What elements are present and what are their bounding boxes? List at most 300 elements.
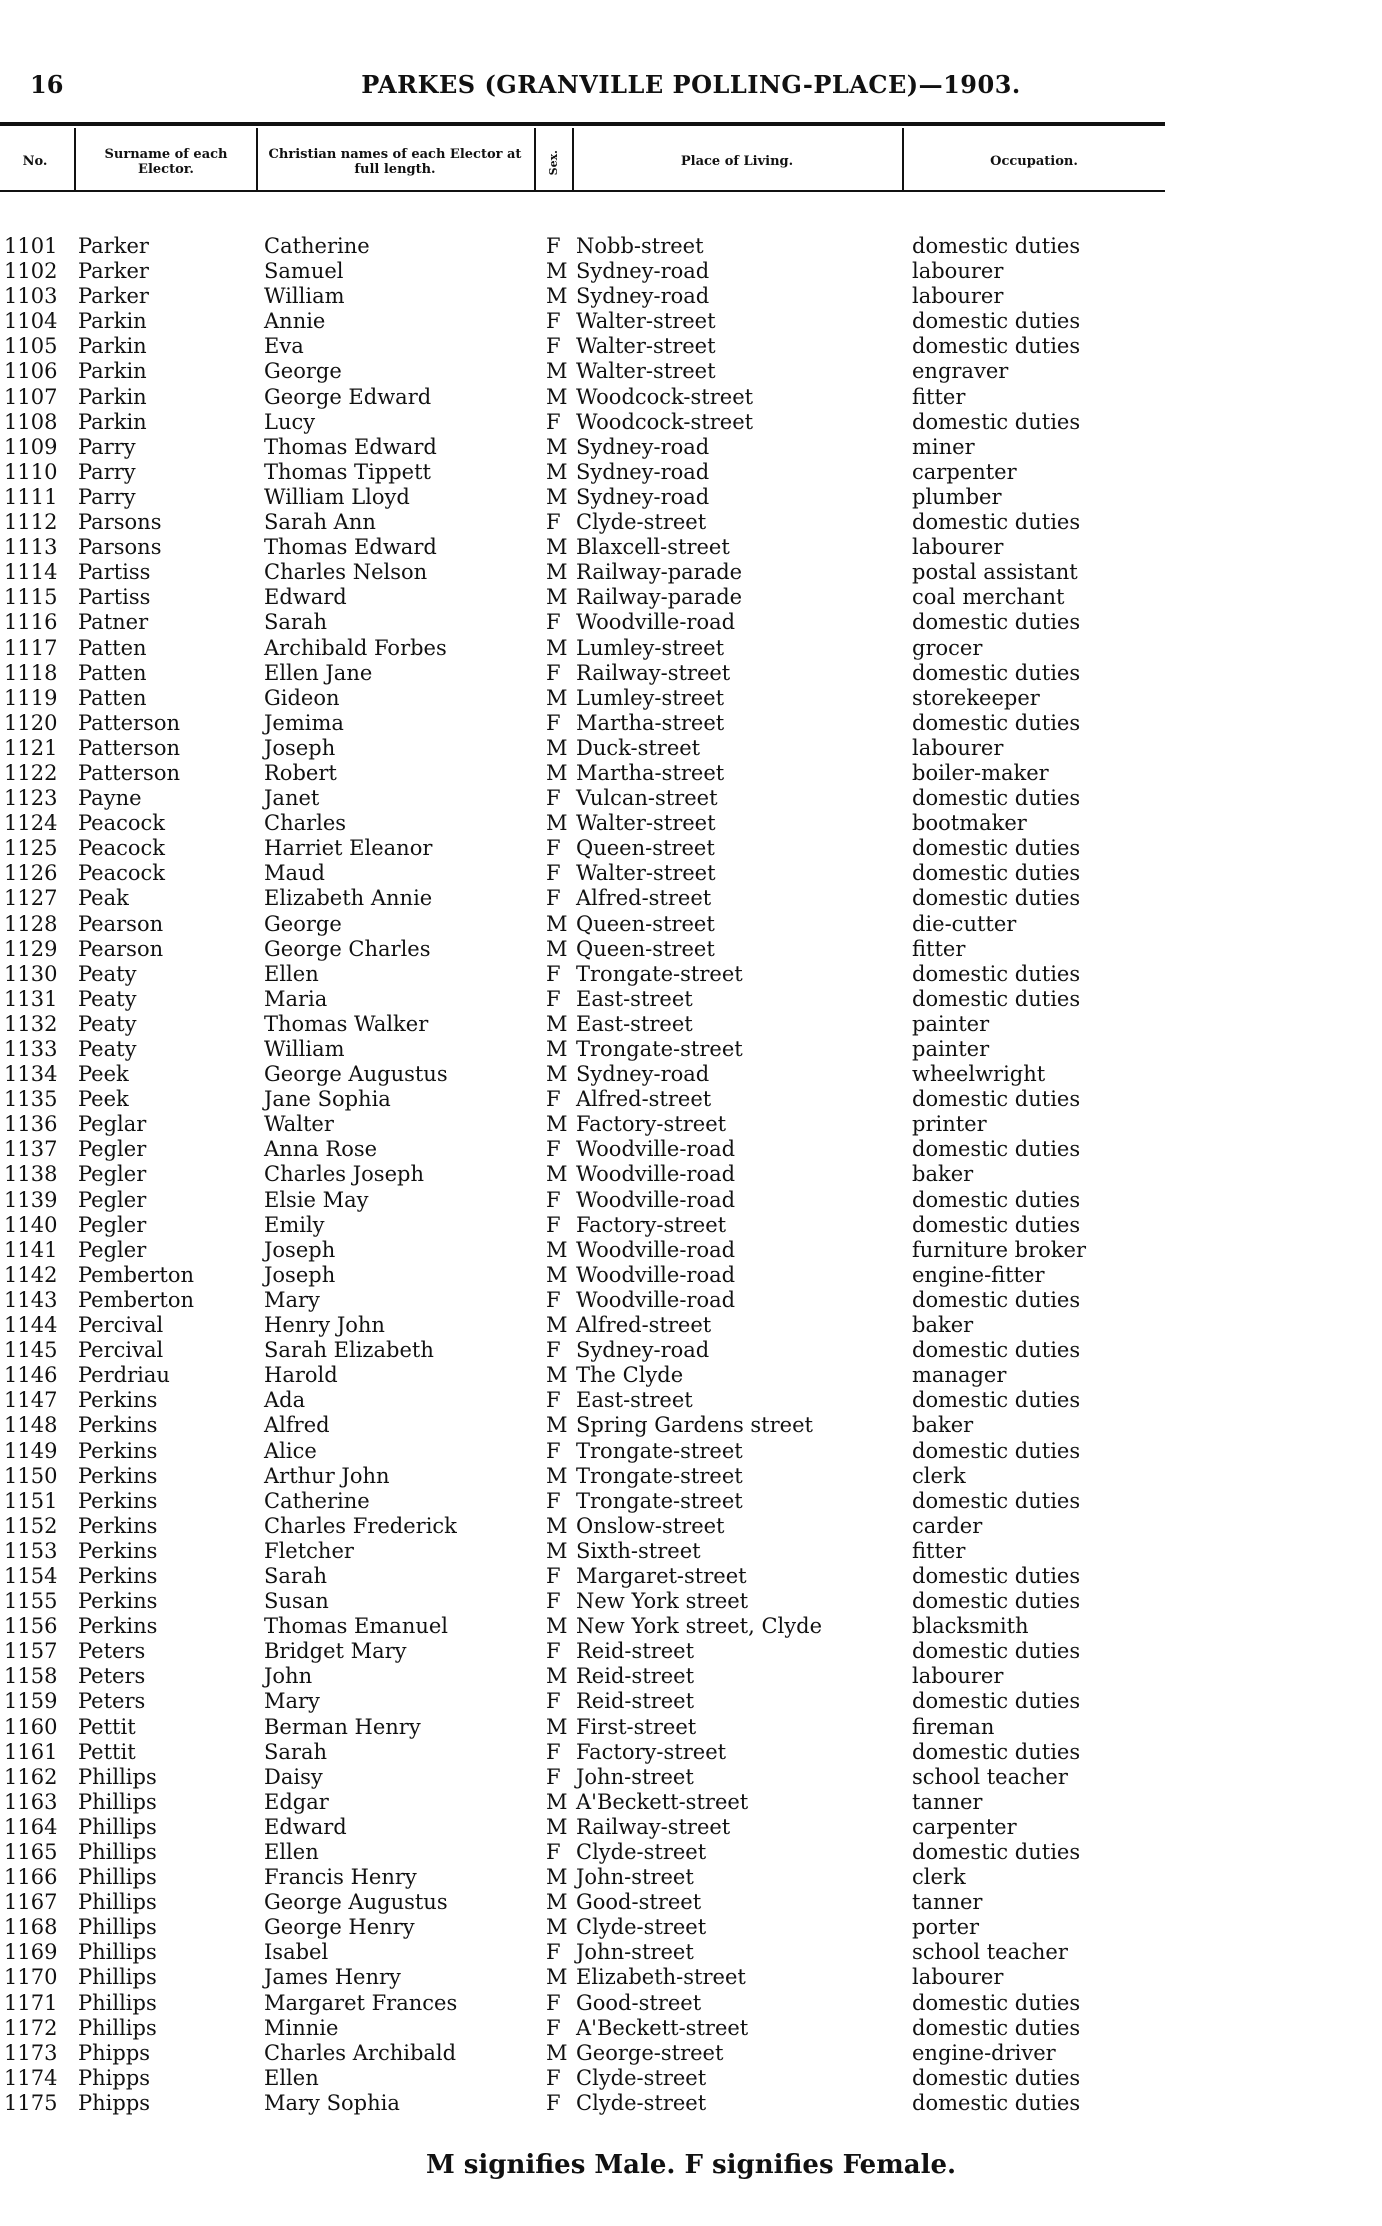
- elector-christian-names: Thomas Emanuel: [264, 1614, 449, 1639]
- elector-place-of-living: Reid-street: [576, 1639, 695, 1664]
- elector-surname: Peacock: [78, 811, 166, 836]
- table-row: [0, 861, 1382, 886]
- elector-number: 1103: [4, 284, 58, 309]
- elector-occupation: carder: [912, 1513, 983, 1538]
- elector-occupation: postal assistant: [912, 560, 1078, 585]
- elector-number: 1105: [4, 334, 58, 359]
- table-row: [0, 2091, 1382, 2116]
- elector-surname: Peglar: [78, 1112, 147, 1137]
- table-row: [0, 1965, 1382, 1990]
- elector-place-of-living: Sydney-road: [576, 484, 710, 509]
- elector-place-of-living: Woodcock-street: [576, 409, 754, 434]
- table-row: [0, 1765, 1382, 1790]
- table-row: [0, 1715, 1382, 1740]
- elector-occupation: domestic duties: [912, 660, 1081, 685]
- elector-christian-names: Gideon: [264, 685, 340, 710]
- elector-christian-names: Anna Rose: [264, 1137, 378, 1162]
- table-row: [0, 1689, 1382, 1714]
- elector-christian-names: Sarah: [264, 610, 327, 635]
- col-sep-1: [74, 128, 76, 190]
- elector-sex: F: [546, 1212, 561, 1237]
- elector-number: 1173: [4, 2040, 58, 2065]
- elector-christian-names: George: [264, 359, 342, 384]
- table-row: [0, 1363, 1382, 1388]
- elector-sex: F: [546, 1739, 561, 1764]
- elector-number: 1138: [4, 1162, 58, 1187]
- elector-sex: F: [546, 1589, 561, 1614]
- elector-place-of-living: East-street: [576, 1388, 693, 1413]
- elector-occupation: domestic duties: [912, 986, 1081, 1011]
- elector-number: 1172: [4, 2015, 58, 2040]
- elector-sex: F: [546, 1137, 561, 1162]
- elector-number: 1161: [4, 1739, 58, 1764]
- elector-christian-names: Thomas Edward: [264, 434, 437, 459]
- elector-surname: Pegler: [78, 1212, 147, 1237]
- elector-sex: F: [546, 510, 561, 535]
- elector-number: 1148: [4, 1413, 58, 1438]
- elector-surname: Phillips: [78, 2015, 157, 2040]
- elector-sex: F: [546, 309, 561, 334]
- col-header-christian: Christian names of each Elector at full length.: [268, 146, 522, 177]
- elector-occupation: domestic duties: [912, 961, 1081, 986]
- elector-christian-names: Janet: [264, 786, 320, 811]
- elector-sex: M: [546, 1037, 568, 1061]
- table-row: [0, 410, 1382, 435]
- elector-surname: Pettit: [78, 1739, 136, 1764]
- table-row: [0, 1162, 1382, 1187]
- elector-place-of-living: Walter-street: [576, 334, 716, 359]
- elector-place-of-living: Nobb-street: [576, 234, 704, 258]
- col-sep-2: [256, 128, 258, 190]
- elector-occupation: baker: [912, 1313, 974, 1338]
- elector-place-of-living: Margaret-street: [576, 1563, 747, 1588]
- elector-sex: F: [546, 1563, 561, 1588]
- elector-christian-names: George Henry: [264, 1915, 415, 1940]
- elector-sex: M: [546, 1714, 568, 1739]
- elector-occupation: domestic duties: [912, 1137, 1081, 1162]
- elector-occupation: domestic duties: [912, 1639, 1081, 1664]
- elector-surname: Phillips: [78, 1940, 157, 1965]
- elector-occupation: domestic duties: [912, 1990, 1081, 2015]
- elector-christian-names: Maud: [264, 861, 325, 886]
- elector-christian-names: Mary: [264, 1689, 320, 1714]
- elector-sex: F: [546, 334, 561, 359]
- elector-sex: M: [546, 1237, 568, 1262]
- elector-christian-names: Elsie May: [264, 1187, 369, 1212]
- elector-surname: Perkins: [78, 1589, 158, 1614]
- elector-occupation: domestic duties: [912, 836, 1081, 861]
- elector-christian-names: Lucy: [264, 409, 316, 434]
- elector-christian-names: Francis Henry: [264, 1865, 417, 1890]
- elector-christian-names: William: [264, 1037, 345, 1061]
- elector-sex: M: [546, 459, 568, 484]
- table-row: [0, 510, 1382, 535]
- elector-christian-names: Edward: [264, 585, 347, 610]
- elector-christian-names: Sarah: [264, 1563, 327, 1588]
- elector-number: 1101: [4, 234, 58, 258]
- table-row: [0, 811, 1382, 836]
- elector-number: 1166: [4, 1865, 58, 1890]
- elector-occupation: fitter: [912, 384, 966, 409]
- table-row: [0, 610, 1382, 635]
- elector-surname: Pegler: [78, 1137, 147, 1162]
- elector-number: 1139: [4, 1187, 58, 1212]
- elector-surname: Parkin: [78, 334, 147, 359]
- elector-place-of-living: Elizabeth-street: [576, 1965, 746, 1990]
- table-row: [0, 1439, 1382, 1464]
- elector-sex: M: [546, 911, 568, 936]
- elector-number: 1152: [4, 1513, 58, 1538]
- elector-number: 1167: [4, 1890, 58, 1915]
- elector-sex: F: [546, 1990, 561, 2015]
- elector-christian-names: Walter: [264, 1112, 334, 1137]
- elector-surname: Peacock: [78, 861, 166, 886]
- table-row: [0, 435, 1382, 460]
- elector-place-of-living: East-street: [576, 986, 693, 1011]
- elector-surname: Patten: [78, 685, 147, 710]
- elector-sex: F: [546, 836, 561, 861]
- elector-christian-names: George: [264, 911, 342, 936]
- table-row: [0, 736, 1382, 761]
- elector-number: 1108: [4, 409, 58, 434]
- elector-occupation: miner: [912, 434, 975, 459]
- elector-occupation: manager: [912, 1363, 1007, 1388]
- table-row: [0, 460, 1382, 485]
- elector-occupation: domestic duties: [912, 886, 1081, 911]
- table-row: [0, 1413, 1382, 1438]
- table-row: [0, 1238, 1382, 1263]
- elector-number: 1127: [4, 886, 58, 911]
- elector-occupation: wheelwright: [912, 1062, 1046, 1087]
- table-row: [0, 585, 1382, 610]
- elector-sex: F: [546, 961, 561, 986]
- elector-christian-names: Joseph: [264, 1237, 336, 1262]
- elector-occupation: engraver: [912, 359, 1009, 384]
- table-row: [0, 334, 1382, 359]
- elector-surname: Phipps: [78, 2065, 151, 2090]
- elector-christian-names: John: [264, 1664, 313, 1689]
- elector-sex: F: [546, 2090, 561, 2115]
- elector-surname: Phillips: [78, 1789, 157, 1814]
- elector-sex: M: [546, 1363, 568, 1388]
- elector-number: 1115: [4, 585, 58, 610]
- elector-sex: F: [546, 1338, 561, 1363]
- elector-place-of-living: New York street: [576, 1589, 749, 1614]
- table-row: [0, 1489, 1382, 1514]
- elector-sex: F: [546, 1187, 561, 1212]
- elector-surname: Percival: [78, 1313, 164, 1338]
- electors-list: [0, 234, 1382, 2116]
- table-row: [0, 1188, 1382, 1213]
- elector-place-of-living: Clyde-street: [576, 2090, 707, 2115]
- elector-sex: F: [546, 660, 561, 685]
- elector-sex: M: [546, 1538, 568, 1563]
- elector-number: 1134: [4, 1062, 58, 1087]
- elector-sex: M: [546, 1890, 568, 1915]
- elector-sex: M: [546, 1162, 568, 1187]
- elector-occupation: tanner: [912, 1789, 983, 1814]
- elector-number: 1120: [4, 710, 58, 735]
- elector-surname: Phillips: [78, 1915, 157, 1940]
- elector-sex: M: [546, 1965, 568, 1990]
- elector-number: 1149: [4, 1438, 58, 1463]
- elector-christian-names: Fletcher: [264, 1538, 354, 1563]
- elector-occupation: baker: [912, 1162, 974, 1187]
- elector-number: 1113: [4, 535, 58, 560]
- elector-occupation: coal merchant: [912, 585, 1065, 610]
- elector-surname: Perkins: [78, 1538, 158, 1563]
- elector-occupation: painter: [912, 1037, 990, 1061]
- header-bottom-rule: [0, 190, 1165, 192]
- table-row: [0, 1639, 1382, 1664]
- elector-christian-names: Edward: [264, 1814, 347, 1839]
- elector-number: 1140: [4, 1212, 58, 1237]
- elector-surname: Peak: [78, 886, 129, 911]
- elector-place-of-living: First-street: [576, 1714, 697, 1739]
- elector-sex: F: [546, 1940, 561, 1965]
- elector-surname: Phillips: [78, 1965, 157, 1990]
- elector-number: 1170: [4, 1965, 58, 1990]
- col-header-no: No.: [22, 154, 48, 170]
- elector-number: 1133: [4, 1037, 58, 1061]
- elector-place-of-living: Sydney-road: [576, 434, 710, 459]
- elector-sex: F: [546, 1388, 561, 1413]
- elector-surname: Patterson: [78, 710, 180, 735]
- elector-occupation: domestic duties: [912, 309, 1081, 334]
- elector-sex: F: [546, 1764, 561, 1789]
- elector-surname: Perkins: [78, 1488, 158, 1513]
- elector-occupation: printer: [912, 1112, 987, 1137]
- table-row: [0, 1589, 1382, 1614]
- elector-surname: Patterson: [78, 735, 180, 760]
- elector-place-of-living: Clyde-street: [576, 1840, 707, 1864]
- elector-surname: Peters: [78, 1689, 146, 1714]
- elector-christian-names: Berman Henry: [264, 1714, 421, 1739]
- elector-occupation: porter: [912, 1915, 980, 1940]
- table-row: [0, 1313, 1382, 1338]
- elector-surname: Parkin: [78, 384, 147, 409]
- elector-place-of-living: Trongate-street: [576, 1463, 743, 1488]
- elector-christian-names: Edgar: [264, 1789, 329, 1814]
- elector-sex: F: [546, 1087, 561, 1112]
- elector-place-of-living: Sixth-street: [576, 1538, 701, 1563]
- col-header-place: Place of Living.: [680, 154, 794, 170]
- elector-occupation: domestic duties: [912, 710, 1081, 735]
- elector-number: 1102: [4, 259, 58, 284]
- elector-place-of-living: Walter-street: [576, 359, 716, 384]
- elector-number: 1154: [4, 1563, 58, 1588]
- elector-place-of-living: Trongate-street: [576, 1037, 743, 1061]
- elector-occupation: domestic duties: [912, 1388, 1081, 1413]
- elector-surname: Pearson: [78, 936, 164, 961]
- elector-place-of-living: Vulcan-street: [576, 786, 718, 811]
- elector-surname: Partiss: [78, 585, 151, 610]
- table-row: [0, 259, 1382, 284]
- elector-surname: Pegler: [78, 1162, 147, 1187]
- elector-place-of-living: Factory-street: [576, 1739, 727, 1764]
- col-header-sex-label: Sex.: [546, 149, 560, 176]
- elector-sex: F: [546, 786, 561, 811]
- elector-occupation: boiler-maker: [912, 760, 1049, 785]
- elector-sex: M: [546, 484, 568, 509]
- elector-christian-names: Elizabeth Annie: [264, 886, 433, 911]
- elector-place-of-living: A'Beckett-street: [576, 2015, 749, 2040]
- elector-number: 1136: [4, 1112, 58, 1137]
- elector-place-of-living: George-street: [576, 2040, 724, 2065]
- elector-place-of-living: Woodville-road: [576, 1287, 736, 1312]
- elector-number: 1159: [4, 1689, 58, 1714]
- elector-sex: F: [546, 1840, 561, 1864]
- elector-number: 1175: [4, 2090, 58, 2115]
- elector-christian-names: Charles Frederick: [264, 1513, 457, 1538]
- elector-surname: Parsons: [78, 535, 162, 560]
- elector-sex: M: [546, 760, 568, 785]
- elector-number: 1146: [4, 1363, 58, 1388]
- elector-occupation: carpenter: [912, 1814, 1017, 1839]
- elector-number: 1117: [4, 635, 58, 660]
- table-row: [0, 1840, 1382, 1865]
- table-row: [0, 1112, 1382, 1137]
- table-row: [0, 912, 1382, 937]
- elector-sex: M: [546, 1814, 568, 1839]
- elector-christian-names: George Charles: [264, 936, 431, 961]
- elector-occupation: domestic duties: [912, 234, 1081, 258]
- table-row: [0, 234, 1382, 259]
- elector-sex: M: [546, 1865, 568, 1890]
- elector-christian-names: Margaret Frances: [264, 1990, 458, 2015]
- elector-sex: F: [546, 1438, 561, 1463]
- table-row: [0, 761, 1382, 786]
- elector-place-of-living: Railway-parade: [576, 585, 743, 610]
- elector-surname: Perkins: [78, 1614, 158, 1639]
- elector-place-of-living: East-street: [576, 1011, 693, 1036]
- table-row: [0, 1564, 1382, 1589]
- elector-place-of-living: Clyde-street: [576, 510, 707, 535]
- table-row: [0, 1790, 1382, 1815]
- elector-place-of-living: Trongate-street: [576, 1438, 743, 1463]
- elector-number: 1165: [4, 1840, 58, 1864]
- elector-sex: M: [546, 259, 568, 284]
- elector-surname: Phipps: [78, 2040, 151, 2065]
- table-row: [0, 1213, 1382, 1238]
- table-row: [0, 560, 1382, 585]
- elector-number: 1107: [4, 384, 58, 409]
- elector-christian-names: Sarah Elizabeth: [264, 1338, 434, 1363]
- elector-number: 1129: [4, 936, 58, 961]
- elector-sex: M: [546, 936, 568, 961]
- elector-occupation: domestic duties: [912, 786, 1081, 811]
- table-row: [0, 1087, 1382, 1112]
- elector-occupation: fitter: [912, 1538, 966, 1563]
- elector-christian-names: Thomas Tippett: [264, 459, 431, 484]
- elector-sex: M: [546, 284, 568, 309]
- elector-occupation: domestic duties: [912, 1689, 1081, 1714]
- table-row: [0, 1012, 1382, 1037]
- table-row: [0, 786, 1382, 811]
- elector-christian-names: Ellen: [264, 2065, 319, 2090]
- elector-christian-names: James Henry: [264, 1965, 401, 1990]
- elector-place-of-living: Good-street: [576, 1890, 702, 1915]
- elector-surname: Parkin: [78, 309, 147, 334]
- elector-sex: F: [546, 1488, 561, 1513]
- elector-surname: Peacock: [78, 836, 166, 861]
- elector-surname: Phillips: [78, 1865, 157, 1890]
- table-row: [0, 359, 1382, 384]
- elector-number: 1169: [4, 1940, 58, 1965]
- elector-surname: Parry: [78, 484, 136, 509]
- table-row: [0, 309, 1382, 334]
- elector-christian-names: Sarah Ann: [264, 510, 376, 535]
- elector-place-of-living: Lumley-street: [576, 685, 725, 710]
- elector-surname: Perkins: [78, 1388, 158, 1413]
- elector-sex: F: [546, 234, 561, 258]
- table-row: [0, 2016, 1382, 2041]
- elector-occupation: domestic duties: [912, 2090, 1081, 2115]
- table-row: [0, 836, 1382, 861]
- elector-occupation: fitter: [912, 936, 966, 961]
- elector-number: 1125: [4, 836, 58, 861]
- elector-occupation: domestic duties: [912, 1840, 1081, 1864]
- elector-place-of-living: Alfred-street: [576, 1313, 712, 1338]
- elector-sex: M: [546, 1413, 568, 1438]
- elector-surname: Phillips: [78, 1890, 157, 1915]
- elector-occupation: domestic duties: [912, 1438, 1081, 1463]
- page-number: 16: [30, 70, 64, 99]
- elector-surname: Parry: [78, 459, 136, 484]
- elector-christian-names: Alfred: [264, 1413, 330, 1438]
- elector-number: 1156: [4, 1614, 58, 1639]
- table-row: [0, 1464, 1382, 1489]
- header-top-rule: [0, 122, 1165, 126]
- elector-surname: Phillips: [78, 1764, 157, 1789]
- elector-place-of-living: Onslow-street: [576, 1513, 725, 1538]
- elector-sex: M: [546, 635, 568, 660]
- elector-surname: Phillips: [78, 1814, 157, 1839]
- elector-surname: Pearson: [78, 911, 164, 936]
- elector-place-of-living: Factory-street: [576, 1212, 727, 1237]
- elector-occupation: domestic duties: [912, 2015, 1081, 2040]
- elector-place-of-living: John-street: [576, 1940, 694, 1965]
- elector-number: 1168: [4, 1915, 58, 1940]
- elector-place-of-living: Railway-street: [576, 1814, 731, 1839]
- elector-place-of-living: Walter-street: [576, 309, 716, 334]
- table-row: [0, 385, 1382, 410]
- elector-place-of-living: Good-street: [576, 1990, 702, 2015]
- elector-surname: Phillips: [78, 1840, 157, 1864]
- elector-place-of-living: Blaxcell-street: [576, 535, 730, 560]
- elector-number: 1144: [4, 1313, 58, 1338]
- elector-sex: M: [546, 1915, 568, 1940]
- elector-number: 1174: [4, 2065, 58, 2090]
- elector-surname: Parkin: [78, 359, 147, 384]
- elector-sex: M: [546, 1112, 568, 1137]
- elector-number: 1137: [4, 1137, 58, 1162]
- table-row: [0, 1940, 1382, 1965]
- elector-number: 1126: [4, 861, 58, 886]
- elector-sex: F: [546, 2015, 561, 2040]
- table-row: [0, 1037, 1382, 1062]
- elector-place-of-living: Queen-street: [576, 911, 715, 936]
- elector-number: 1130: [4, 961, 58, 986]
- elector-sex: M: [546, 1664, 568, 1689]
- elector-occupation: engine-driver: [912, 2040, 1056, 2065]
- elector-occupation: domestic duties: [912, 2065, 1081, 2090]
- elector-christian-names: Alice: [264, 1438, 317, 1463]
- elector-occupation: school teacher: [912, 1764, 1068, 1789]
- elector-occupation: domestic duties: [912, 1087, 1081, 1112]
- elector-christian-names: Annie: [264, 309, 326, 334]
- elector-number: 1121: [4, 735, 58, 760]
